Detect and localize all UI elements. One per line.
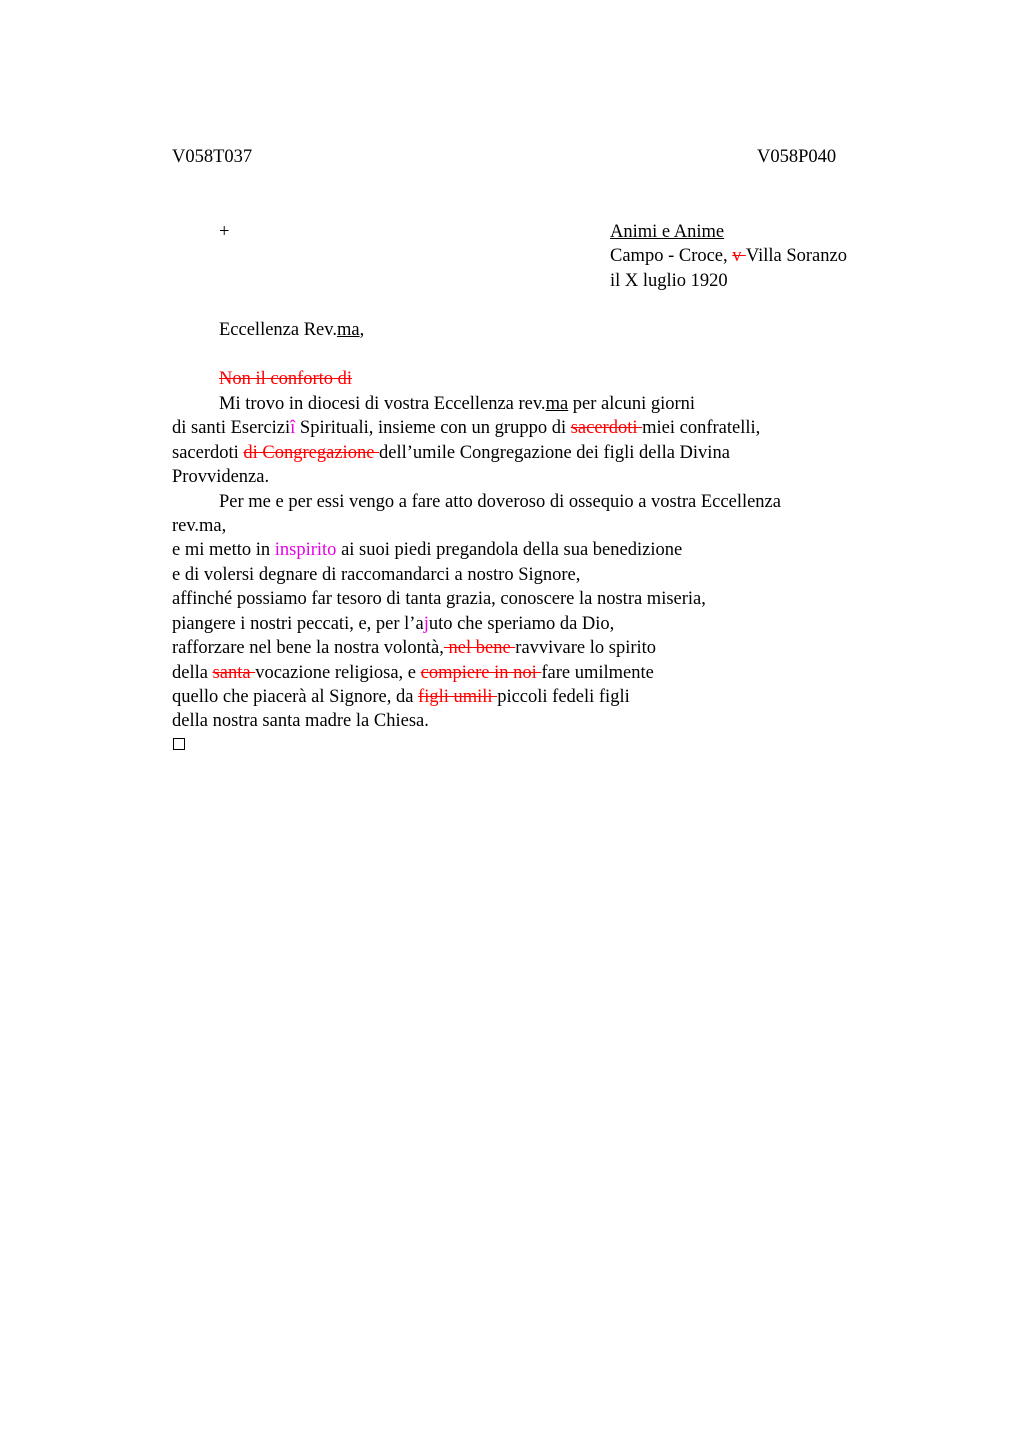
body-text: della (172, 663, 213, 683)
deleted-text: nel bene (443, 638, 516, 658)
body-line (172, 685, 630, 709)
salutation (219, 320, 364, 341)
body-text: quello che piacerà al Signore, da (172, 687, 419, 707)
body-abbrev: ma (545, 394, 569, 414)
body-text: dell’umile Congregazione dei figli della Divina (379, 443, 730, 463)
address-place-b: Villa Soranzo (745, 246, 847, 266)
body-text: di santi Esercizi (172, 418, 291, 438)
address-date: il X luglio 1920 (610, 271, 728, 291)
deleted-text: compiere in noi (420, 663, 542, 683)
body-line (172, 636, 656, 660)
body-line (219, 392, 695, 416)
body-text: ai suoi piedi pregandola della sua benedizione (336, 540, 683, 560)
body-line: e di volersi degnare di raccomandarci a nostro Signore, (172, 565, 581, 585)
body-text: Spirituali, insieme con un gruppo di (295, 418, 571, 438)
body-line: Provvidenza. (172, 467, 270, 487)
deleted-opening: Non il conforto di (219, 369, 353, 389)
body-text: per alcuni giorni (568, 394, 696, 414)
body-text: sacerdoti (172, 443, 244, 463)
deleted-text: sacerdoti (570, 418, 643, 438)
inserted-text: j (423, 614, 429, 634)
body-line: rev.ma, (172, 516, 227, 536)
body-line (172, 416, 760, 440)
address-place-a: Campo - Croce, (610, 246, 733, 266)
deleted-text: v (732, 246, 746, 266)
body-text: ravvivare lo spirito (515, 638, 657, 658)
deleted-text: figli umili (418, 687, 498, 707)
body-text: e mi metto in (172, 540, 275, 560)
salutation-abbrev: ma (336, 320, 360, 340)
body-line (172, 538, 682, 562)
body-line: Per me e per essi vengo a fare atto doveroso di ossequio a vostra Eccellenza (219, 492, 781, 512)
document-code-right: V058P040 (757, 147, 837, 167)
cross-mark: + (219, 222, 230, 242)
body-line (172, 661, 654, 685)
body-line: della nostra santa madre la Chiesa. (172, 711, 429, 731)
body-text: rafforzare nel bene la nostra volontà, (172, 638, 444, 658)
body-text: vocazione religiosa, e (255, 663, 421, 683)
deleted-text: santa (212, 663, 256, 683)
body-text: piccoli fedeli figli (497, 687, 630, 707)
address-heading: Animi e Anime (610, 222, 725, 242)
deleted-text: di Congregazione (243, 443, 380, 463)
address-place (610, 246, 847, 267)
body-text: Mi trovo in diocesi di vostra Eccellenza rev. (219, 394, 546, 414)
salutation-comma: , (359, 320, 365, 340)
body-line (172, 441, 730, 465)
body-text: miei confratelli, (642, 418, 761, 438)
body-text: piangere i nostri peccati, e, per l’a (172, 614, 424, 634)
body-text: fare umilmente (541, 663, 654, 683)
body-text: uto che speriamo da Dio, (428, 614, 615, 634)
inserted-text: î (290, 418, 296, 438)
body-line: affinché possiamo far tesoro di tanta grazia, conoscere la nostra miseria, (172, 589, 706, 609)
empty-box-icon (173, 738, 185, 750)
inserted-text: inspirito (274, 540, 337, 560)
document-code-left: V058T037 (172, 147, 253, 167)
salutation-text: Eccellenza Rev. (219, 320, 337, 340)
body-line (172, 612, 614, 636)
